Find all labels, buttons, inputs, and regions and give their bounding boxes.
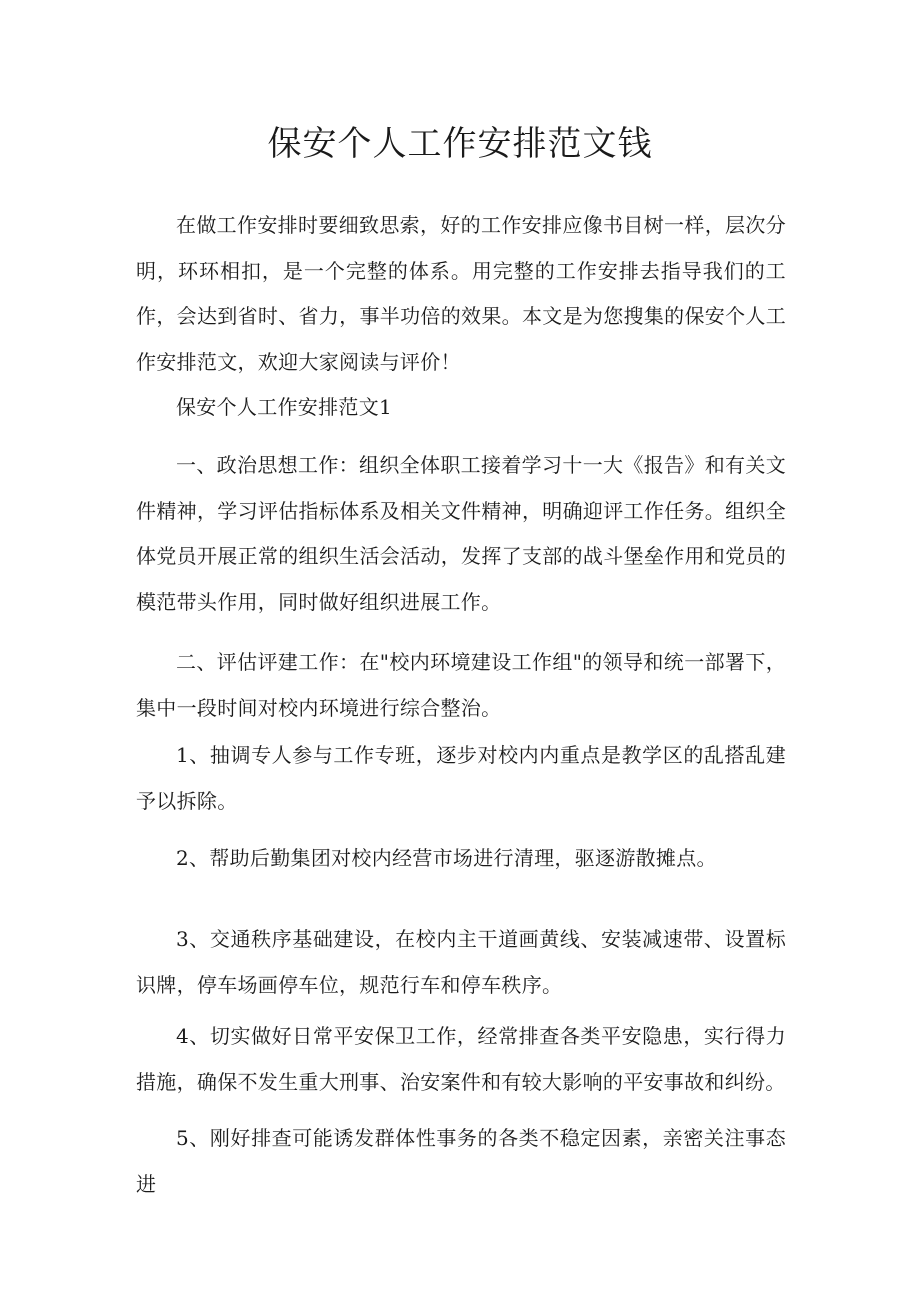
list-item-1: 1、抽调专人参与工作专班，逐步对校内内重点是教学区的乱搭乱建予以拆除。 <box>136 743 786 813</box>
paragraph-evaluation-work: 二、评估评建工作：在"校内环境建设工作组"的领导和统一部署下，集中一段时间对校内环境进行综合整治。 <box>136 650 786 720</box>
intro-paragraph: 在做工作安排时要细致思索，好的工作安排应像书目树一样，层次分明，环环相扣，是一个完整的体系。用完整的工作安排去指导我们的工作，会达到省时、省力，事半功倍的效果。本文是为您搜集的保安个人工作安排范文，欢迎大家阅读与评价！ <box>136 213 786 374</box>
list-item-3: 3、交通秩序基础建设，在校内主干道画黄线、安装减速带、设置标识牌，停车场画停车位，规范行车和停车秩序。 <box>136 927 786 997</box>
document-title: 保安个人工作安排范文钱 <box>267 124 653 164</box>
list-item-2: 2、帮助后勤集团对校内经营市场进行清理，驱逐游散摊点。 <box>176 846 717 870</box>
list-item-4: 4、切实做好日常平安保卫工作，经常排查各类平安隐患，实行得力措施，确保不发生重大刑事、治安案件和有较大影响的平安事故和纠纷。 <box>136 1024 786 1094</box>
paragraph-political-work: 一、政治思想工作：组织全体职工接着学习十一大《报告》和有关文件精神，学习评估指标体系及相关文件精神，明确迎评工作任务。组织全体党员开展正常的组织生活会活动，发挥了支部的战斗堡垒作用和党员的模范带头作用，同时做好组织进展工作。 <box>136 453 786 614</box>
list-item-5: 5、刚好排查可能诱发群体性事务的各类不稳定因素，亲密关注事态进 <box>136 1126 786 1196</box>
section-heading: 保安个人工作安排范文1 <box>176 395 393 419</box>
